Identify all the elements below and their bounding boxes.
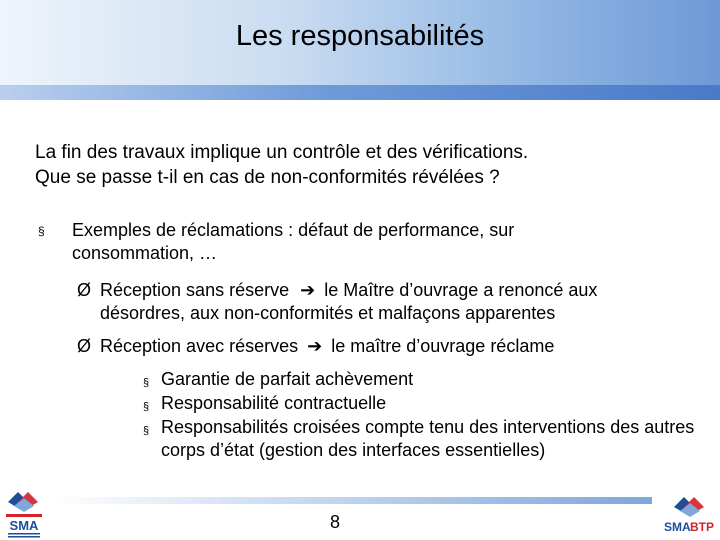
sub-item-text: Garantie de parfait achèvement [161,369,414,389]
page-number: 8 [329,512,340,532]
reception-sans-text-2: désordres, aux non-conformités et malfaçons apparentes [100,303,556,323]
right-arrow-icon: ➔ [307,336,323,356]
arrow-bullet-icon: Ø [77,336,92,356]
reception-sans-label: Réception sans réserve [100,280,290,300]
smabtp-logo-right [660,493,716,537]
sub-item-text: Responsabilité contractuelle [161,393,387,413]
slide-title: Les responsabilités [235,20,485,52]
svg-text:SMA: SMA [9,518,39,533]
reception-avec-reserves-item [77,335,677,358]
intro-line-1: La fin des travaux implique un contrôle et des vérifications. [35,142,529,163]
bullet-square-icon: § [38,224,45,238]
square-bullet-icon: § [143,401,150,413]
examples-bullet-text: Exemples de réclamations : défaut de performance, sur consommation, … [72,220,515,263]
square-bullet-icon: § [143,377,150,389]
header-accent-band [0,85,720,100]
reception-sans-text-1: le Maître d’ouvrage a renoncé aux [324,280,598,300]
square-bullet-icon: § [143,425,150,437]
svg-text:BTP: BTP [690,520,714,534]
reception-avec-label: Réception avec réserves [100,336,299,356]
reception-avec-text: le maître d’ouvrage réclame [331,336,555,356]
sub-item-garantie [143,368,703,391]
intro-line-2: Que se passe t-il en cas de non-conformités révélées ? [35,167,500,188]
sub-item-contractuelle [143,392,703,415]
right-arrow-icon: ➔ [300,280,316,300]
sma-logo-left [4,490,46,538]
footer-gradient-line [52,497,652,504]
sub-item-croisees [143,416,703,462]
sub-item-text: Responsabilités croisées compte tenu des interventions des autres corps d’état (gestion des interfaces essentielles) [161,417,695,460]
arrow-bullet-icon: Ø [77,280,92,300]
reception-sans-reserve-item [77,279,677,325]
intro-text [35,140,695,190]
svg-text:SMA: SMA [664,520,691,534]
